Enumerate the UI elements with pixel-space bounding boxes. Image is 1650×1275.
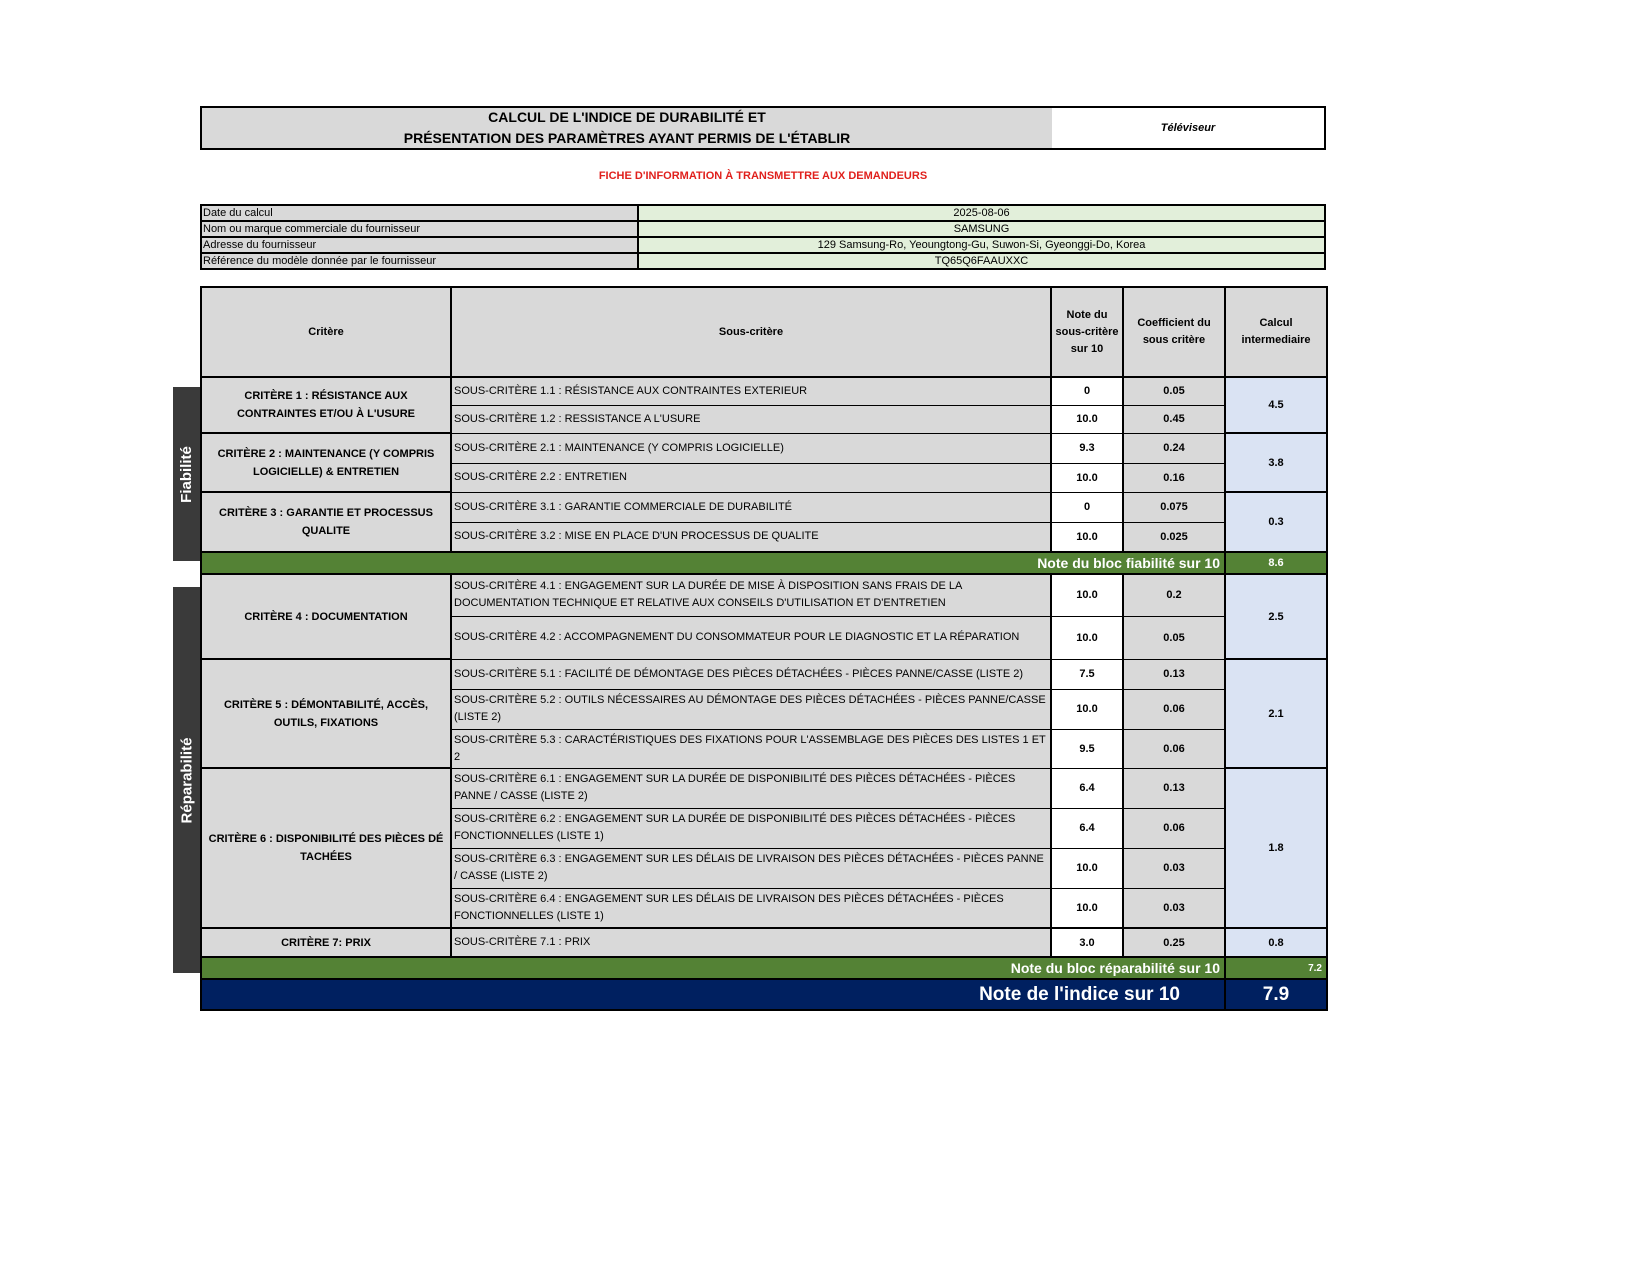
sub-criterion-coef: 0.05 (1123, 377, 1225, 405)
sub-criterion-label: SOUS-CRITÈRE 5.1 : FACILITÉ DE DÉMONTAGE DES PIÈCES DÉTACHÉES - PIÈCES PANNE/CASSE (LISTE 2) (451, 659, 1051, 689)
sub-criterion-coef: 0.025 (1123, 522, 1225, 552)
info-label: Référence du modèle donnée par le fournisseur (201, 253, 638, 269)
bloc-fiabilite-value: 8.6 (1225, 552, 1327, 574)
sub-criterion-label: SOUS-CRITÈRE 6.3 : ENGAGEMENT SUR LES DÉLAIS DE LIVRAISON DES PIÈCES DÉTACHÉES - PIÈCES PANNE / CASSE (LISTE 2) (451, 848, 1051, 888)
sub-criterion-note: 6.4 (1051, 808, 1123, 848)
criterion-7-calc: 0.8 (1225, 928, 1327, 957)
sub-criterion-coef: 0.13 (1123, 659, 1225, 689)
criterion-1-calc: 4.5 (1225, 377, 1327, 433)
fiche-notice: FICHE D'INFORMATION À TRANSMETTRE AUX DEMANDEURS (598, 170, 928, 182)
title-line-2: PRÉSENTATION DES PARAMÈTRES AYANT PERMIS DE L'ÉTABLIR (403, 130, 851, 146)
product-type: Téléviseur (1052, 108, 1324, 148)
durability-index-sheet (200, 106, 1326, 1011)
sub-criterion-note: 9.5 (1051, 729, 1123, 768)
criterion-6-calc: 1.8 (1225, 768, 1327, 928)
bloc-reparabilite-row (201, 957, 1327, 979)
bloc-fiabilite-label: Note du bloc fiabilité sur 10 (201, 552, 1225, 574)
col-header-calc-l1: Calcul (1259, 317, 1293, 329)
sub-criterion-coef: 0.06 (1123, 808, 1225, 848)
sub-criterion-label: SOUS-CRITÈRE 3.2 : MISE EN PLACE D'UN PROCESSUS DE QUALITE (451, 522, 1051, 552)
sub-criterion-note: 6.4 (1051, 768, 1123, 808)
sub-criterion-label: SOUS-CRITÈRE 6.4 : ENGAGEMENT SUR LES DÉLAIS DE LIVRAISON DES PIÈCES DÉTACHÉES - PIÈCES FONCTIONNELLES (LISTE 1) (451, 888, 1051, 928)
side-label-reparabilite-text: Réparabilité (178, 737, 195, 823)
criterion-2-name: CRITÈRE 2 : MAINTENANCE (Y COMPRIS LOGICIELLE) & ENTRETIEN (201, 433, 451, 492)
criterion-5-name: CRITÈRE 5 : DÉMONTABILITÉ, ACCÈS, OUTILS, FIXATIONS (201, 659, 451, 768)
sub-criterion-note: 7.5 (1051, 659, 1123, 689)
info-value: SAMSUNG (638, 221, 1325, 237)
sub-criterion-coef: 0.13 (1123, 768, 1225, 808)
sub-criterion-note: 10.0 (1051, 405, 1123, 433)
sub-criterion-label: SOUS-CRITÈRE 1.2 : RESSISTANCE A L'USURE (451, 405, 1051, 433)
criterion-3-name: CRITÈRE 3 : GARANTIE ET PROCESSUS QUALITE (201, 492, 451, 552)
col-header-sous-critere: Sous-critère (451, 287, 1051, 377)
sub-criterion-note: 10.0 (1051, 616, 1123, 659)
sub-criterion-coef: 0.24 (1123, 433, 1225, 463)
sub-criterion-label: SOUS-CRITÈRE 4.1 : ENGAGEMENT SUR LA DURÉE DE MISE À DISPOSITION SANS FRAIS DE LA DOCUMENTATION TECHNIQUE ET RELATIVE AUX CONSEILS D'UTILISATION ET D'ENTRETIEN (451, 574, 1051, 616)
side-label-fiabilite-text: Fiabilité (178, 445, 195, 503)
sub-criterion-note: 10.0 (1051, 848, 1123, 888)
sub-criterion-note: 10.0 (1051, 463, 1123, 492)
info-row (201, 237, 1325, 253)
col-header-note-l3: sur 10 (1070, 342, 1104, 355)
info-row (201, 253, 1325, 269)
bloc-reparabilite-value: 7.2 (1225, 957, 1327, 979)
col-header-note-l1: Note du (1066, 308, 1108, 321)
bloc-fiabilite-row (201, 552, 1327, 574)
table-row (201, 768, 1327, 808)
col-header-calc (1225, 287, 1327, 377)
criterion-7-name: CRITÈRE 7: PRIX (201, 928, 451, 957)
sub-criterion-coef: 0.03 (1123, 888, 1225, 928)
info-row (201, 221, 1325, 237)
table-header-row (201, 287, 1327, 377)
sub-criterion-label: SOUS-CRITÈRE 3.1 : GARANTIE COMMERCIALE DE DURABILITÉ (451, 492, 1051, 522)
criterion-2-calc: 3.8 (1225, 433, 1327, 492)
sub-criterion-coef: 0.03 (1123, 848, 1225, 888)
sub-criterion-label: SOUS-CRITÈRE 6.2 : ENGAGEMENT SUR LA DURÉE DE DISPONIBILITÉ DES PIÈCES DÉTACHÉES - PIÈCES FONCTIONNELLES (LISTE 1) (451, 808, 1051, 848)
page-title (202, 108, 1052, 148)
info-value: 2025-08-06 (638, 205, 1325, 221)
info-value: 129 Samsung-Ro, Yeoungtong-Gu, Suwon-Si, Gyeonggi-Do, Korea (638, 237, 1325, 253)
sub-criterion-note: 9.3 (1051, 433, 1123, 463)
table-row (201, 433, 1327, 463)
sub-criterion-label: SOUS-CRITÈRE 4.2 : ACCOMPAGNEMENT DU CONSOMMATEUR POUR LE DIAGNOSTIC ET LA RÉPARATION (451, 616, 1051, 659)
sub-criterion-label: SOUS-CRITÈRE 2.1 : MAINTENANCE (Y COMPRIS LOGICIELLE) (451, 433, 1051, 463)
info-label: Date du calcul (201, 205, 638, 221)
col-header-calc-l2: intermediaire (1241, 334, 1311, 346)
bloc-reparabilite-label: Note du bloc réparabilité sur 10 (201, 957, 1225, 979)
criterion-5-calc: 2.1 (1225, 659, 1327, 768)
sub-criterion-label: SOUS-CRITÈRE 2.2 : ENTRETIEN (451, 463, 1051, 492)
col-header-note-l2: sous-critère (1055, 325, 1119, 338)
sub-criterion-coef: 0.25 (1123, 928, 1225, 957)
table-row (201, 574, 1327, 616)
sub-criterion-note: 10.0 (1051, 522, 1123, 552)
criteria-table (200, 286, 1328, 1011)
criterion-6-name: CRITÈRE 6 : DISPONIBILITÉ DES PIÈCES DÉ TACHÉES (201, 768, 451, 928)
table-row (201, 659, 1327, 689)
sub-criterion-label: SOUS-CRITÈRE 1.1 : RÉSISTANCE AUX CONTRAINTES EXTERIEUR (451, 377, 1051, 405)
table-row (201, 928, 1327, 957)
indice-value: 7.9 (1225, 979, 1327, 1010)
sub-criterion-coef: 0.06 (1123, 729, 1225, 768)
sub-criterion-coef: 0.05 (1123, 616, 1225, 659)
col-header-coef-l2: sous critère (1142, 334, 1206, 346)
sub-criterion-coef: 0.45 (1123, 405, 1225, 433)
side-label-fiabilite (173, 387, 200, 561)
info-row (201, 205, 1325, 221)
sub-criterion-label: SOUS-CRITÈRE 5.3 : CARACTÉRISTIQUES DES FIXATIONS POUR L'ASSEMBLAGE DES PIÈCES DES LISTES 1 ET 2 (451, 729, 1051, 768)
col-header-critere: Critère (201, 287, 451, 377)
sub-criterion-note: 0 (1051, 492, 1123, 522)
sub-criterion-coef: 0.075 (1123, 492, 1225, 522)
sub-criterion-note: 3.0 (1051, 928, 1123, 957)
sub-criterion-label: SOUS-CRITÈRE 7.1 : PRIX (451, 928, 1051, 957)
indice-row (201, 979, 1327, 1010)
table-row (201, 492, 1327, 522)
criterion-4-calc: 2.5 (1225, 574, 1327, 659)
sub-criterion-note: 10.0 (1051, 574, 1123, 616)
sub-criterion-coef: 0.06 (1123, 689, 1225, 729)
info-label: Adresse du fournisseur (201, 237, 638, 253)
table-row (201, 377, 1327, 405)
info-value: TQ65Q6FAAUXXC (638, 253, 1325, 269)
sub-criterion-coef: 0.2 (1123, 574, 1225, 616)
title-line-1: CALCUL DE L'INDICE DE DURABILITÉ ET (488, 109, 766, 125)
col-header-note (1051, 287, 1123, 377)
criterion-3-calc: 0.3 (1225, 492, 1327, 552)
criterion-1-name: CRITÈRE 1 : RÉSISTANCE AUX CONTRAINTES ET/OU À L'USURE (201, 377, 451, 433)
criterion-4-name: CRITÈRE 4 : DOCUMENTATION (201, 574, 451, 659)
sub-criterion-note: 10.0 (1051, 689, 1123, 729)
sub-criterion-label: SOUS-CRITÈRE 5.2 : OUTILS NÉCESSAIRES AU DÉMONTAGE DES PIÈCES DÉTACHÉES - PIÈCES PANNE/CASSE (LISTE 2) (451, 689, 1051, 729)
sub-criterion-label: SOUS-CRITÈRE 6.1 : ENGAGEMENT SUR LA DURÉE DE DISPONIBILITÉ DES PIÈCES DÉTACHÉES - PIÈCES PANNE / CASSE (LISTE 2) (451, 768, 1051, 808)
sub-criterion-note: 0 (1051, 377, 1123, 405)
side-label-reparabilite (173, 587, 200, 973)
indice-label: Note de l'indice sur 10 (201, 979, 1225, 1010)
col-header-coef (1123, 287, 1225, 377)
sub-criterion-note: 10.0 (1051, 888, 1123, 928)
sub-criterion-coef: 0.16 (1123, 463, 1225, 492)
info-label: Nom ou marque commerciale du fournisseur (201, 221, 638, 237)
col-header-coef-l1: Coefficient du (1137, 317, 1211, 329)
header-box (200, 106, 1326, 150)
supplier-info-table (200, 204, 1326, 270)
